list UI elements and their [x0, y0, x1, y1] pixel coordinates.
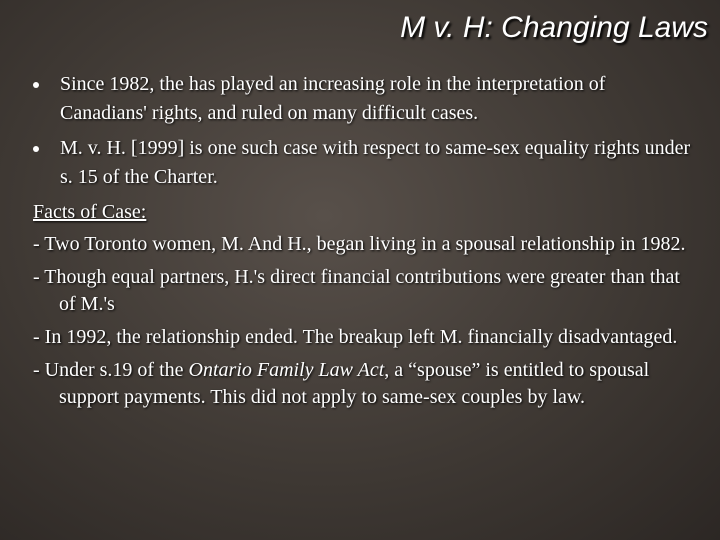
slide-title: M v. H: Changing Laws	[400, 11, 708, 44]
bullet-item	[33, 134, 693, 192]
fact-paragraph: - Two Toronto women, M. And H., began living in a spousal relationship in 1982.	[33, 233, 686, 255]
bullet-item	[33, 70, 693, 128]
facts-heading: Facts of Case:	[33, 201, 147, 223]
bullet-text: M. v. H. [1999] is one such case with respect to same-sex equality rights under s. 15 of the Charter.	[60, 137, 691, 188]
slide-content	[33, 70, 693, 417]
bullet-text: Since 1982, the has played an increasing role in the interpretation of Canadians' rights, and ruled on many difficult cases.	[60, 73, 606, 124]
fact-paragraph: - In 1992, the relationship ended. The breakup left M. financially disadvantaged.	[33, 326, 678, 348]
law-title: Ontario Family Law Act	[188, 359, 385, 381]
fact-paragraph-ofla	[33, 357, 693, 411]
bullet-dot-icon	[33, 146, 39, 152]
fact-prefix: - Under s.19 of the	[33, 359, 189, 381]
bullet-list	[33, 70, 693, 192]
fact-suffix: , a “spouse” is entitled to spousal support payments. This did not apply to same-sex couples by law.	[59, 359, 650, 408]
fact-paragraph: - Though equal partners, H.'s direct financial contributions were greater than that of M.'s	[33, 266, 680, 315]
bullet-dot-icon	[33, 82, 39, 88]
